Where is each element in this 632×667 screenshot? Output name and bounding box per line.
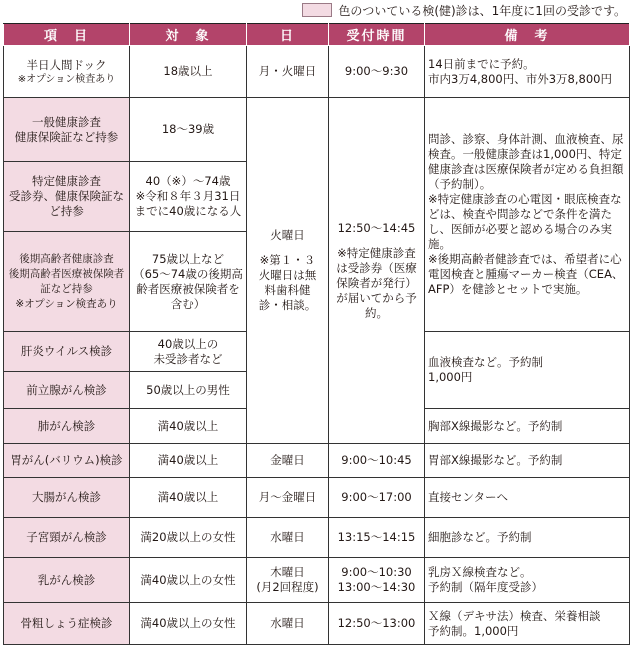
row-remarks: 細胞診など。予約制 bbox=[425, 518, 630, 558]
merged-time-cell bbox=[329, 98, 425, 444]
row-target: 75歳以上など （65～74歳の後期高齢者医療被保険者を含む） bbox=[130, 232, 247, 332]
row-name: 骨粗しょう症検診 bbox=[4, 603, 130, 645]
row-time: 12:50～13:00 bbox=[329, 603, 425, 645]
row-target: 40（※）～74歳 ※令和８年３月31日までに40歳になる人 bbox=[130, 162, 247, 232]
row-day: 水曜日 bbox=[247, 603, 329, 645]
row-remarks: 直接センターへ bbox=[425, 478, 630, 518]
table-row bbox=[4, 444, 630, 478]
row-name: 一般健康診査 健康保険証など持参 bbox=[4, 98, 130, 162]
row-time: 9:00～17:00 bbox=[329, 478, 425, 518]
row-target: 満40歳以上の女性 bbox=[130, 558, 247, 603]
row-name: 子宮頸がん検診 bbox=[4, 518, 130, 558]
merged-time-note: ※特定健康診査は受診券（医療保険者が発行）が届いてから予約。 bbox=[336, 245, 417, 320]
row-name-main: 半日人間ドック bbox=[26, 57, 107, 72]
table-row bbox=[4, 518, 630, 558]
header-remarks: 備 考 bbox=[425, 24, 630, 46]
row-target: 満40歳以上 bbox=[130, 478, 247, 518]
row-name: 特定健康診査 受診券、健康保険証など持参 bbox=[4, 162, 130, 232]
row-time: 13:15～14:15 bbox=[329, 518, 425, 558]
legend bbox=[302, 0, 626, 20]
row-name: 大腸がん検診 bbox=[4, 478, 130, 518]
row-remarks: 胸部X線撮影など。予約制 bbox=[425, 409, 630, 444]
row-remarks: 14日前までに予約。 市内3万4,800円、市外3万8,800円 bbox=[425, 46, 630, 98]
row-time: 9:00～10:45 bbox=[329, 444, 425, 478]
header-day: 日 bbox=[247, 24, 329, 46]
merged-day-note: ※第１・３火曜日は無料歯科健診・相談。 bbox=[258, 253, 317, 312]
table-row bbox=[4, 98, 630, 162]
merged-remarks-general: 問診、診察、身体計測、血液検査、尿検査。一般健康診査は1,000円、特定健康診査は医療保険者が定める負担額（予約制）。 ※特定健康診査の心電図・眼底検査などは、検査や問診などで条件を満たし、医師が必要と認める場合のみ実施。 ※後期高齢者健診査では、希望者に心電図検査と腫瘍マーカー検査（CEA、AFP）を健診とセットで実施。 bbox=[425, 98, 630, 332]
header-row bbox=[4, 24, 630, 46]
legend-color-swatch bbox=[302, 3, 332, 17]
row-remarks: Ｘ線（デキサ法）検査、栄養相談 予約制。1,000円 bbox=[425, 603, 630, 645]
row-name: 胃がん(バリウム)検診 bbox=[4, 444, 130, 478]
row-day: 木曜日 (月2回程度) bbox=[247, 558, 329, 603]
row-target: 満20歳以上の女性 bbox=[130, 518, 247, 558]
row-day: 水曜日 bbox=[247, 518, 329, 558]
row-remarks: 乳房Ｘ線検査など。 予約制（隔年度受診） bbox=[425, 558, 630, 603]
row-day: 月・火曜日 bbox=[247, 46, 329, 98]
row-name: 肺がん検診 bbox=[4, 409, 130, 444]
row-target: 18～39歳 bbox=[130, 98, 247, 162]
row-time: 9:00～10:30 13:00～14:30 bbox=[329, 558, 425, 603]
merged-remarks-liver: 血液検査など。予約制 1,000円 bbox=[425, 332, 630, 409]
table-row bbox=[4, 478, 630, 518]
row-name: 前立腺がん検診 bbox=[4, 372, 130, 409]
table-row bbox=[4, 558, 630, 603]
table-row bbox=[4, 603, 630, 645]
table-row bbox=[4, 46, 630, 98]
row-day: 金曜日 bbox=[247, 444, 329, 478]
header-target: 対 象 bbox=[130, 24, 247, 46]
legend-text: 色のついている検(健)診は、1年度に1回の受診です。 bbox=[338, 3, 626, 18]
row-target: 18歳以上 bbox=[130, 46, 247, 98]
row-name: 肝炎ウイルス検診 bbox=[4, 332, 130, 372]
row-time: 9:00～9:30 bbox=[329, 46, 425, 98]
row-target: 満40歳以上 bbox=[130, 444, 247, 478]
row-name: 後期高齢者健康診査 後期高齢者医療被保険者証など持参 ※オプション検査あり bbox=[4, 232, 130, 332]
merged-day: 火曜日 bbox=[270, 228, 305, 242]
row-day: 月～金曜日 bbox=[247, 478, 329, 518]
merged-time: 12:50～14:45 bbox=[337, 220, 416, 235]
row-remarks: 胃部X線撮影など。予約制 bbox=[425, 444, 630, 478]
row-target: 40歳以上の 未受診者など bbox=[130, 332, 247, 372]
row-name: 乳がん検診 bbox=[4, 558, 130, 603]
row-name bbox=[4, 46, 130, 98]
row-target: 50歳以上の男性 bbox=[130, 372, 247, 409]
header-item: 項 目 bbox=[4, 24, 130, 46]
header-time: 受付時間 bbox=[329, 24, 425, 46]
row-target: 満40歳以上の女性 bbox=[130, 603, 247, 645]
health-checkup-table bbox=[3, 23, 630, 645]
merged-day-cell bbox=[247, 98, 329, 444]
row-name-sub: ※オプション検査あり bbox=[17, 73, 116, 85]
row-target: 満40歳以上 bbox=[130, 409, 247, 444]
